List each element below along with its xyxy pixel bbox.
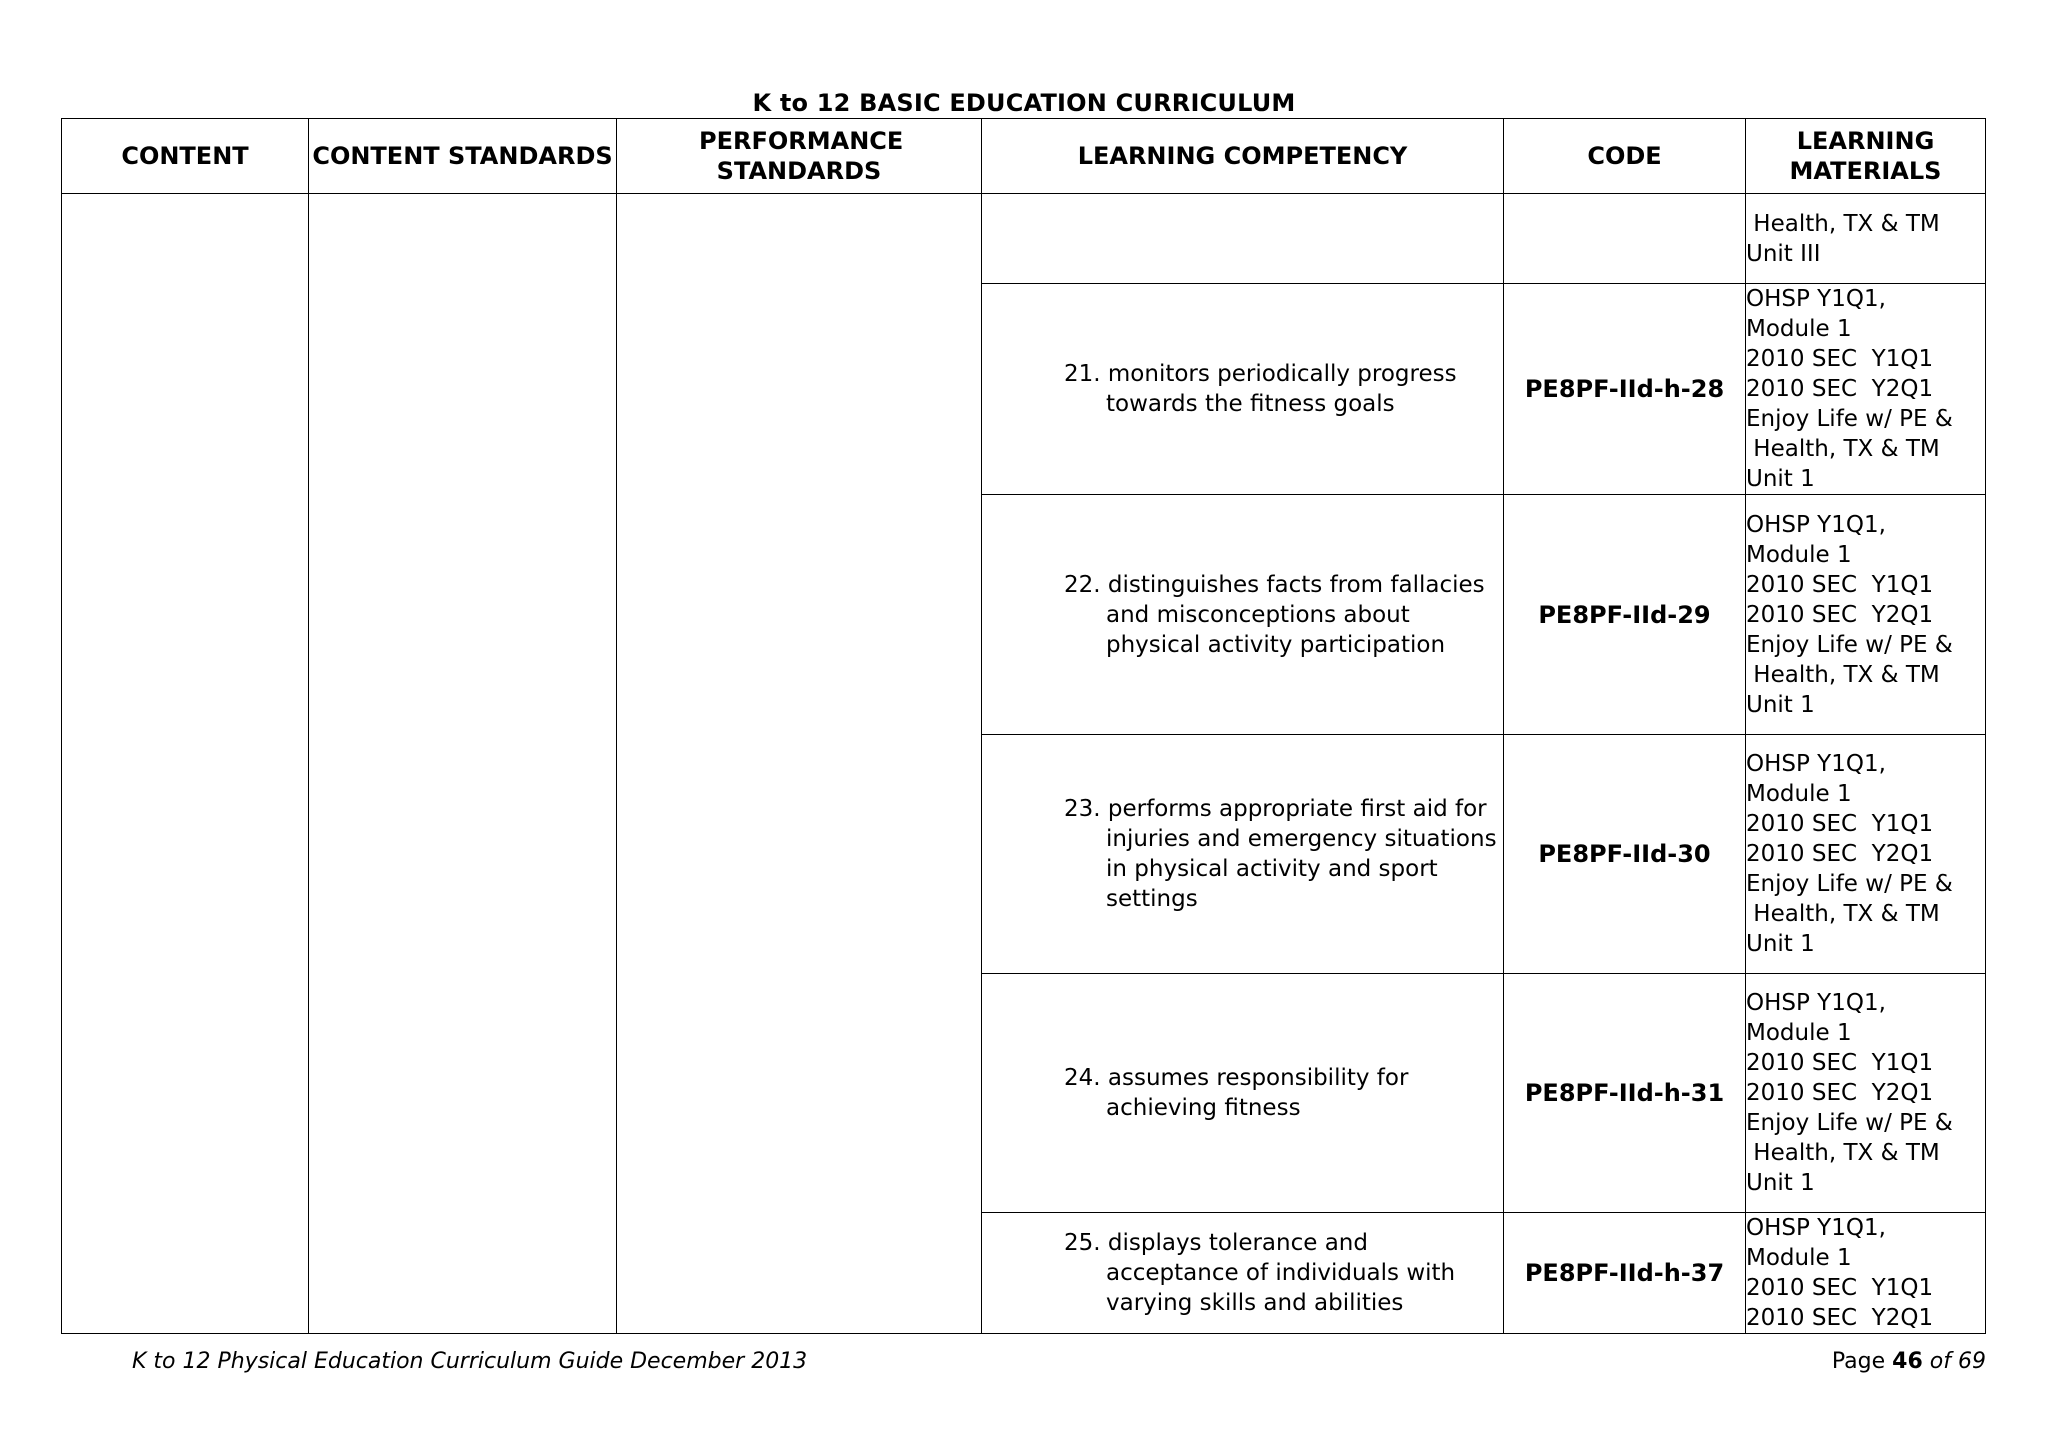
content-cell (62, 194, 309, 1334)
code-cell: PE8PF-IId-30 (1504, 735, 1746, 974)
materials-cell: OHSP Y1Q1, Module 1 2010 SEC Y1Q1 2010 SEC Y2Q1 Enjoy Life w/ PE & Health, TX & TM Unit 1 (1746, 974, 1986, 1213)
footer-page-label: Page (1831, 1349, 1886, 1374)
code-cell: PE8PF-IId-29 (1504, 495, 1746, 735)
footer-page-indicator (1832, 1348, 1986, 1376)
competency-cell (982, 735, 1504, 974)
competency-cell (982, 284, 1504, 495)
header-code: CODE (1504, 119, 1746, 194)
code-cell: PE8PF-IId-h-31 (1504, 974, 1746, 1213)
materials-cell: OHSP Y1Q1, Module 1 2010 SEC Y1Q1 2010 SEC Y2Q1 Enjoy Life w/ PE & Health, TX & TM Unit 1 (1746, 735, 1986, 974)
table-header-row (62, 119, 1986, 194)
code-cell: PE8PF-IId-h-37 (1504, 1213, 1746, 1334)
competency-text: 25. displays tolerance and acceptance of individuals with varying skills and abilities (1064, 1230, 1456, 1316)
header-content-standards: CONTENT STANDARDS (309, 119, 617, 194)
materials-cell: OHSP Y1Q1, Module 1 2010 SEC Y1Q1 2010 SEC Y2Q1 Enjoy Life w/ PE & Health, TX & TM Unit 1 (1746, 284, 1986, 495)
materials-cell: OHSP Y1Q1, Module 1 2010 SEC Y1Q1 2010 SEC Y2Q1 (1746, 1213, 1986, 1334)
competency-text: 23. performs appropriate first aid for injuries and emergency situations in physical activity and sport settings (1064, 796, 1497, 912)
code-cell (1504, 194, 1746, 284)
competency-text: 21. monitors periodically progress towards the fitness goals (1064, 361, 1457, 417)
header-learning-materials (1746, 119, 1986, 194)
competency-text: 22. distinguishes facts from fallacies and misconceptions about physical activity participation (1064, 571, 1485, 658)
competency-cell (982, 495, 1504, 735)
curriculum-table (61, 118, 1986, 1334)
header-performance-standards-label: PERFORMANCE STANDARDS (699, 127, 904, 185)
competency-cell (982, 194, 1504, 284)
performance-standards-cell (617, 194, 982, 1334)
header-learning-competency: LEARNING COMPETENCY (982, 119, 1504, 194)
document-title: K to 12 BASIC EDUCATION CURRICULUM (752, 89, 1296, 117)
footer-guide-title: K to 12 Physical Education Curriculum Guide December 2013 (132, 1349, 808, 1374)
content-standards-cell (309, 194, 617, 1334)
code-cell: PE8PF-IId-h-28 (1504, 284, 1746, 495)
competency-cell (982, 974, 1504, 1213)
header-performance-standards (617, 119, 982, 194)
table-row (62, 194, 1986, 284)
footer-page-number: 46 (1892, 1349, 1923, 1374)
competency-cell (982, 1213, 1504, 1334)
header-content: CONTENT (62, 119, 309, 194)
competency-text: 24. assumes responsibility for achieving fitness (1064, 1065, 1409, 1121)
materials-cell: OHSP Y1Q1, Module 1 2010 SEC Y1Q1 2010 SEC Y2Q1 Enjoy Life w/ PE & Health, TX & TM Unit 1 (1746, 495, 1986, 735)
header-learning-materials-label: LEARNING MATERIALS (1789, 127, 1942, 185)
materials-cell: Health, TX & TM Unit III (1746, 194, 1986, 284)
footer-page-total: of 69 (1929, 1349, 1986, 1374)
